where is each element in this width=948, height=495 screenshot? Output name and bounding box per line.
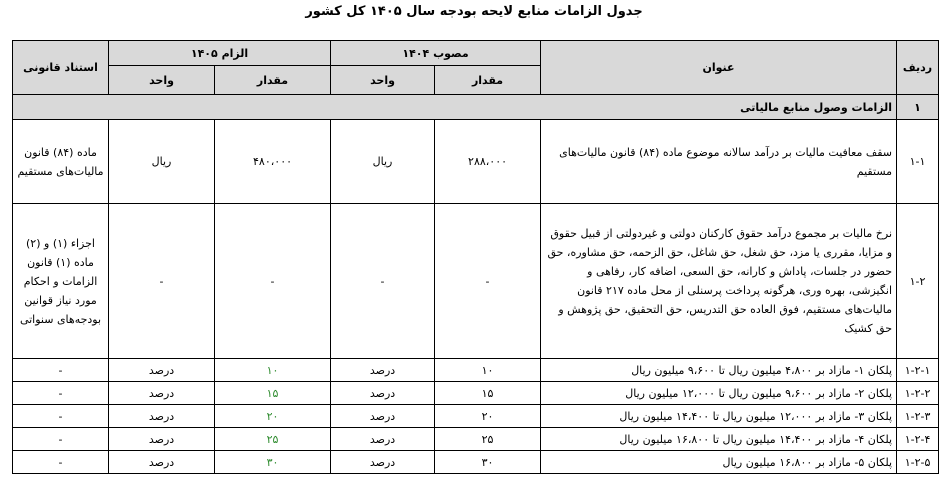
approved-amount: ۳۰ (435, 451, 541, 474)
approved-unit: درصد (331, 405, 435, 428)
header-obligation-1405: الزام ۱۴۰۵ (109, 41, 331, 66)
approved-unit: درصد (331, 451, 435, 474)
table-row (13, 405, 939, 428)
row-no: ۱-۱ (897, 120, 939, 204)
approved-amount: ۲۰ (435, 405, 541, 428)
obligation-amount: ۱۵ (215, 382, 331, 405)
obligation-unit: درصد (109, 405, 215, 428)
legal-basis: - (13, 451, 109, 474)
table-row (13, 204, 939, 359)
obligation-amount: ۲۰ (215, 405, 331, 428)
header-obligation-amount: مقدار (215, 66, 331, 95)
row-no: ۱-۲-۴ (897, 428, 939, 451)
approved-amount: ۱۰ (435, 359, 541, 382)
row-no: ۱-۲-۲ (897, 382, 939, 405)
document-title: جدول الزامات منابع لایحه بودجه سال ۱۴۰۵ کل کشور (305, 4, 643, 19)
obligation-amount: ۳۰ (215, 451, 331, 474)
header-approved-unit: واحد (331, 66, 435, 95)
legal-basis: اجزاء (۱) و (۲) ماده (۱) قانون الزامات و احکام مورد نیاز قوانین بودجه‌های سنواتی (13, 204, 109, 359)
obligation-unit: درصد (109, 359, 215, 382)
obligation-unit: درصد (109, 382, 215, 405)
legal-basis: - (13, 428, 109, 451)
approved-unit: درصد (331, 359, 435, 382)
header-approved-amount: مقدار (435, 66, 541, 95)
row-no: ۱-۲-۵ (897, 451, 939, 474)
obligation-amount: ۱۰ (215, 359, 331, 382)
row-subject: پلکان ۳- مازاد بر ۱۲،۰۰۰ میلیون ریال تا ۱۴،۴۰۰ میلیون ریال (541, 405, 897, 428)
legal-basis: ماده (۸۴) قانون مالیات‌های مستقیم (13, 120, 109, 204)
approved-amount: ۲۵ (435, 428, 541, 451)
obligation-unit: ریال (109, 120, 215, 204)
legal-basis: - (13, 405, 109, 428)
row-subject: سقف معافیت مالیات بر درآمد سالانه موضوع ماده (۸۴) قانون مالیات‌های مستقیم (541, 120, 897, 204)
header-obligation-unit: واحد (109, 66, 215, 95)
approved-unit: - (331, 204, 435, 359)
approved-amount: ۲۸۸،۰۰۰ (435, 120, 541, 204)
approved-amount: ۱۵ (435, 382, 541, 405)
table-row (13, 428, 939, 451)
table-row (13, 359, 939, 382)
obligation-unit: درصد (109, 451, 215, 474)
header-approved-1404: مصوب ۱۴۰۴ (331, 41, 541, 66)
budget-obligations-table (12, 40, 939, 474)
obligation-amount: ۲۵ (215, 428, 331, 451)
row-no: ۱-۲-۳ (897, 405, 939, 428)
section-no: ۱ (897, 95, 939, 120)
row-subject: پلکان ۲- مازاد بر ۹،۶۰۰ میلیون ریال تا ۱۲،۰۰۰ میلیون ریال (541, 382, 897, 405)
row-subject: نرخ مالیات بر مجموع درآمد حقوق کارکنان دولتی و غیردولتی از قبیل حقوق و مزایا، مقرری یا مزد، حق شغل، حق شاغل، حق الزحمه، حق مشاوره، حق حضور در جلسات، پاداش و کارانه، حق السعی، اضافه کار، رفاهی و انگیزشی، بهره وری، هرگونه پرداخت پرسنلی از محل ماده ۲۱۷ قانون مالیات‌های مستقیم، فوق العاده حق التدریس، حق التحقیق، حق پژوهش و حق کشیک (541, 204, 897, 359)
table-row (13, 382, 939, 405)
row-no: ۱-۲-۱ (897, 359, 939, 382)
section-row (13, 95, 939, 120)
obligation-amount: ۴۸۰،۰۰۰ (215, 120, 331, 204)
approved-unit: درصد (331, 428, 435, 451)
approved-unit: ریال (331, 120, 435, 204)
obligation-unit: درصد (109, 428, 215, 451)
table-row (13, 120, 939, 204)
row-no: ۱-۲ (897, 204, 939, 359)
header-row-no: ردیف (897, 41, 939, 95)
header-subject: عنوان (541, 41, 897, 95)
legal-basis: - (13, 382, 109, 405)
obligation-unit: - (109, 204, 215, 359)
approved-unit: درصد (331, 382, 435, 405)
table-row (13, 451, 939, 474)
row-subject: پلکان ۵- مازاد بر ۱۶،۸۰۰ میلیون ریال (541, 451, 897, 474)
header-legal-basis: استناد قانونی (13, 41, 109, 95)
row-subject: پلکان ۱- مازاد بر ۴،۸۰۰ میلیون ریال تا ۹،۶۰۰ میلیون ریال (541, 359, 897, 382)
section-title: الزامات وصول منابع مالیاتی (13, 95, 897, 120)
approved-amount: - (435, 204, 541, 359)
obligation-amount: - (215, 204, 331, 359)
legal-basis: - (13, 359, 109, 382)
row-subject: پلکان ۴- مازاد بر ۱۴،۴۰۰ میلیون ریال تا ۱۶،۸۰۰ میلیون ریال (541, 428, 897, 451)
